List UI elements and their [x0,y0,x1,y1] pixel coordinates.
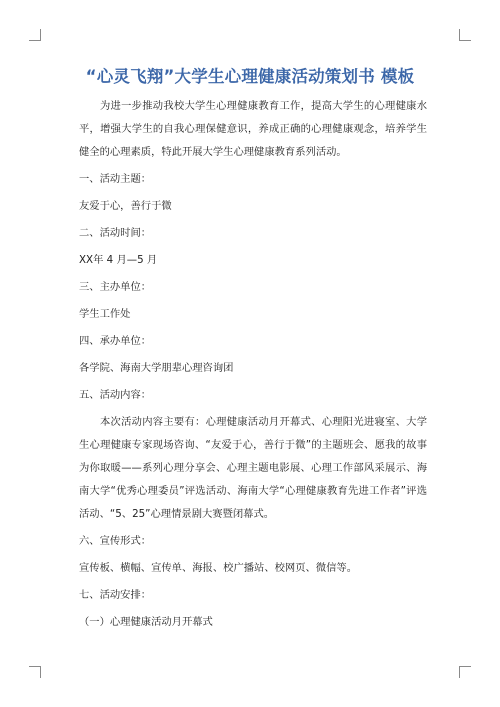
document-body [79,95,427,638]
section-heading-coorganizer: 四、承办单位： [79,335,152,347]
section-content-coorganizer: 各学院、海南大学朋辈心理咨询团 [79,362,234,374]
section-heading-schedule: 七、活动安排： [79,589,152,601]
section-content-activities: 本次活动内容主要有：心理健康活动月开幕式、心理阳光进寝室、大学生心理健康专家现场咨询、“友爱于心，善行于微”的主题班会、愿我的故事为你取暖——系列心理分享会、心理主题电影展、心理工作部风采展示、海南大学“优秀心理委员”评选活动、海南大学“心理健康教育先进工作者”评选活动、“5、25”心理情景剧大赛暨闭幕式。 [79,416,427,520]
section-content-theme: 友爱于心，善行于微 [79,200,172,212]
section-heading-theme: 一、活动主题： [79,173,152,185]
section-content-publicity: 宣传板、横幅、宣传单、海报、校广播站、校网页、微信等。 [79,562,358,574]
section-content-time: XX年 4 月—5 月 [79,254,158,266]
crop-mark-top-right-v [459,29,460,41]
section-heading-publicity: 六、宣传形式： [79,535,152,547]
section-heading-organizer: 三、主办单位： [79,281,152,293]
crop-mark-bottom-right-v [459,666,460,678]
section-heading-time: 二、活动时间： [79,227,152,239]
intro-paragraph: 为进一步推动我校大学生心理健康教育工作，提高大学生的心理健康水平，增强大学生的自我心理保健意识，养成正确的心理健康观念，培养学生健全的心理素质，特此开展大学生心理健康教育系列活动。 [79,100,427,158]
crop-mark-top-left-v [40,29,41,41]
crop-mark-bottom-right-h [459,666,471,667]
section-content-schedule: （一）心理健康活动月开幕式 [79,616,213,628]
section-content-organizer: 学生工作处 [79,308,131,320]
crop-mark-bottom-left-v [40,666,41,678]
section-heading-activities: 五、活动内容： [79,389,152,401]
document-title: “心灵飞翔”大学生心理健康活动策划书 模板 [85,67,415,86]
crop-mark-top-right-h [459,40,471,41]
